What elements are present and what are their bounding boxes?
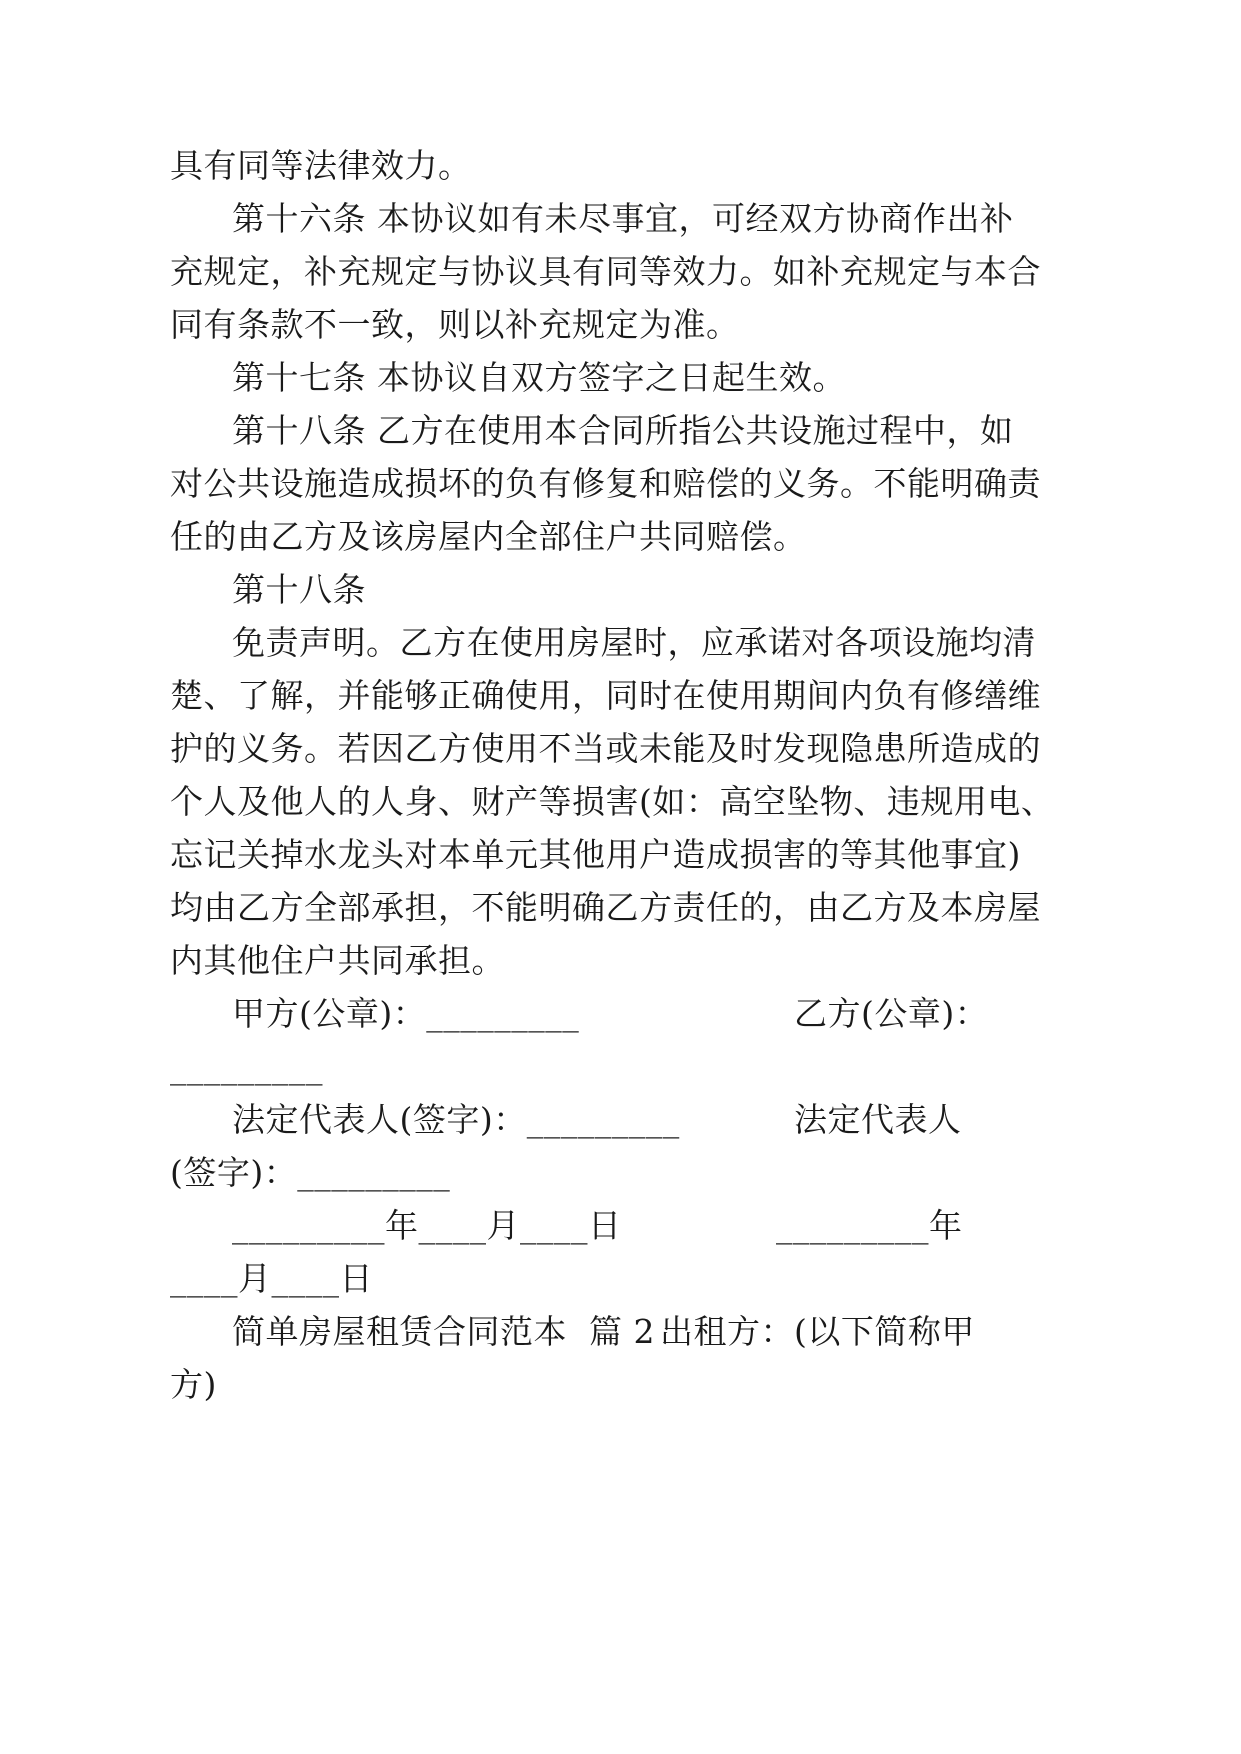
lessor-line-cont: 方) bbox=[170, 1365, 217, 1404]
text-line: 对公共设施造成损坏的负有修复和赔偿的义务。不能明确责 bbox=[170, 464, 1041, 503]
text-line: 同有条款不一致，则以补充规定为准。 bbox=[170, 305, 740, 344]
text-line: 个人及他人的人身、财产等损害(如：高空坠物、违规用电、 bbox=[170, 782, 1055, 821]
text-line: 具有同等法律效力。 bbox=[170, 146, 472, 185]
section-heading: 简单房屋租赁合同范本 篇 2 bbox=[232, 1312, 655, 1351]
party-a-date-line: _________年____月____日 bbox=[232, 1206, 622, 1245]
text-line: 第十八条 bbox=[232, 570, 366, 609]
text-line: 楚、了解，并能够正确使用，同时在使用期间内负有修缮维 bbox=[170, 676, 1041, 715]
text-line: 任的由乙方及该房屋内全部住户共同赔偿。 bbox=[170, 517, 807, 556]
text-line: 第十七条 本协议自双方签字之日起生效。 bbox=[232, 358, 846, 397]
text-line: 免责声明。乙方在使用房屋时，应承诺对各项设施均清 bbox=[232, 623, 1036, 662]
text-line: 第十八条 乙方在使用本合同所指公共设施过程中，如 bbox=[232, 411, 1014, 450]
party-b-date-cont: ____月____日 bbox=[170, 1259, 373, 1298]
text-line: 第十六条 本协议如有未尽事宜，可经双方协商作出补 bbox=[232, 199, 1014, 238]
text-line: 内其他住户共同承担。 bbox=[170, 941, 505, 980]
party-b-seal-blank: _________ bbox=[170, 1047, 323, 1086]
party-b-seal-line: 乙方(公章)： bbox=[794, 994, 989, 1033]
text-line: 护的义务。若因乙方使用不当或未能及时发现隐患所造成的 bbox=[170, 729, 1041, 768]
text-line: 充规定，补充规定与协议具有同等效力。如补充规定与本合 bbox=[170, 252, 1041, 291]
party-a-seal-line: 甲方(公章)：_________ bbox=[232, 994, 580, 1033]
lessor-line: 出租方：(以下简称甲 bbox=[660, 1312, 975, 1351]
party-b-rep-line: 法定代表人 bbox=[794, 1100, 962, 1139]
text-line: 均由乙方全部承担，不能明确乙方责任的，由乙方及本房屋 bbox=[170, 888, 1041, 927]
party-a-rep-line: 法定代表人(签字)：_________ bbox=[232, 1100, 680, 1139]
party-b-date-line: _________年 bbox=[776, 1206, 963, 1245]
text-line: 忘记关掉水龙头对本单元其他用户造成损害的等其他事宜) bbox=[170, 835, 1021, 874]
party-b-rep-sign: (签字)：_________ bbox=[170, 1153, 451, 1192]
